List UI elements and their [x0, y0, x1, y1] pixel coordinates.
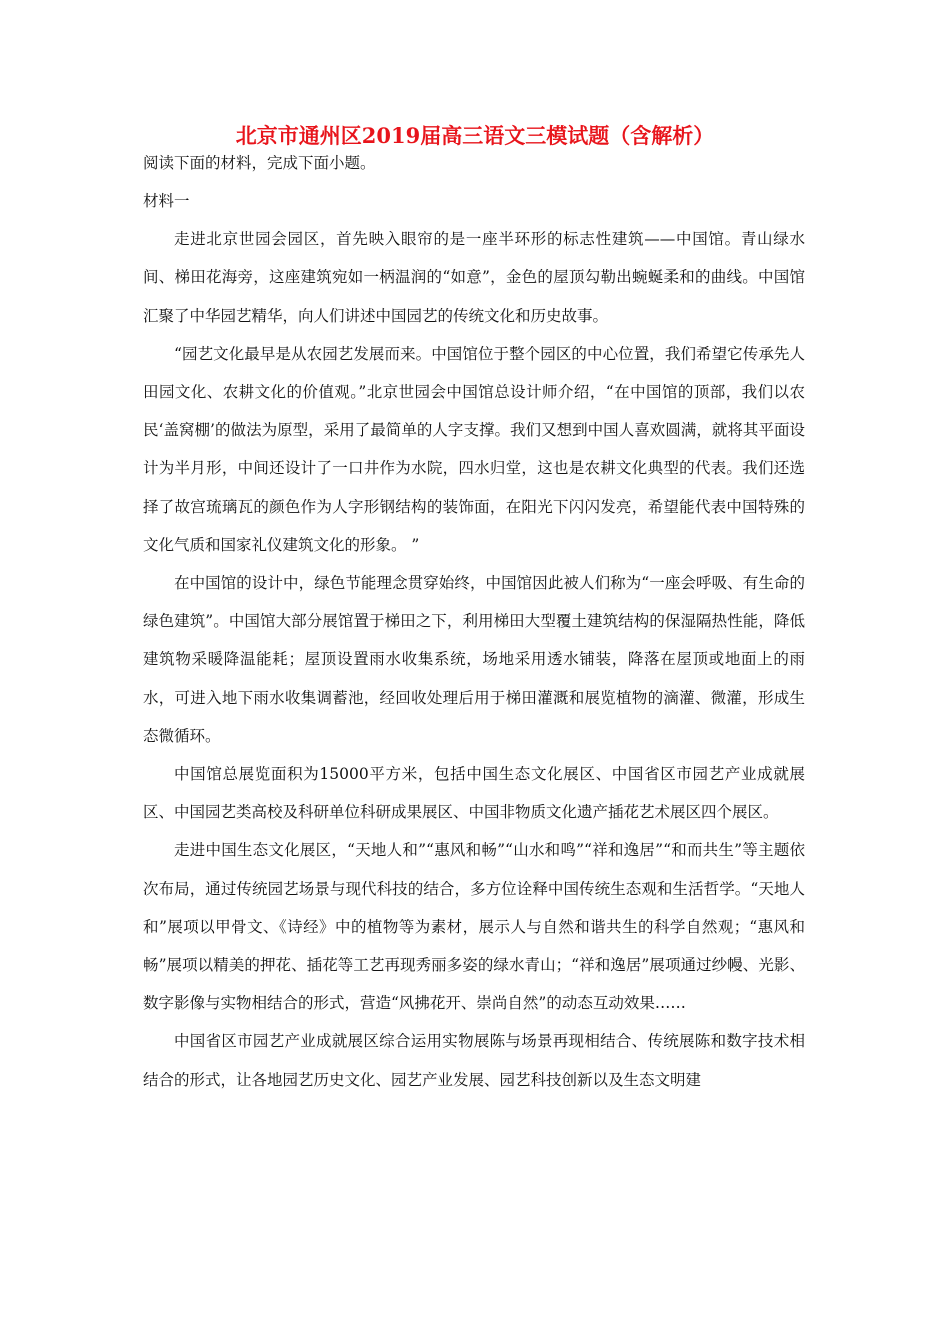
- paragraph: “园艺文化最早是从农园艺发展而来。中国馆位于整个园区的中心位置，我们希望它传承先人田园文化、农耕文化的价值观。”北京世园会中国馆总设计师介绍，“在中国馆的顶部，我们以农民‘盖窝棚’的做法为原型，采用了最简单的人字支撑。我们又想到中国人喜欢圆满，就将其平面设计为半月形，中间还设计了一口井作为水院，四水归堂，这也是农耕文化典型的代表。我们还选择了故宫琉璃瓦的颜色作为人字形钢结构的装饰面，在阳光下闪闪发亮，希望能代表中国特殊的文化气质和国家礼仪建筑文化的形象。 ”: [143, 344, 805, 554]
- paragraph: 中国馆总展览面积为15000平方米，包括中国生态文化展区、中国省区市园艺产业成就展区、中国园艺类高校及科研单位科研成果展区、中国非物质文化遗产插花艺术展区四个展区。: [143, 765, 805, 822]
- material-label: 材料一: [143, 192, 190, 210]
- instruction-text: 阅读下面的材料，完成下面小题。: [143, 154, 376, 172]
- paragraph: 在中国馆的设计中，绿色节能理念贯穿始终，中国馆因此被人们称为“一座会呼吸、有生命的绿色建筑”。中国馆大部分展馆置于梯田之下，利用梯田大型覆土建筑结构的保湿隔热性能，降低建筑物采暖降温能耗；屋顶设置雨水收集系统，场地采用透水铺装，降落在屋顶或地面上的雨水，可进入地下雨水收集调蓄池，经回收处理后用于梯田灌溉和展览植物的滴灌、微灌，形成生态微循环。: [143, 574, 805, 745]
- paragraph: 走进北京世园会园区，首先映入眼帘的是一座半环形的标志性建筑——中国馆。青山绿水间、梯田花海旁，这座建筑宛如一柄温润的“如意”，金色的屋顶勾勒出蜿蜒柔和的曲线。中国馆汇聚了中华园艺精华，向人们讲述中国园艺的传统文化和历史故事。: [143, 230, 805, 325]
- paragraph: 走进中国生态文化展区，“天地人和”“惠风和畅”“山水和鸣”“祥和逸居”“和而共生”等主题依次布局，通过传统园艺场景与现代科技的结合，多方位诠释中国传统生态观和生活哲学。“天地人和”展项以甲骨文、《诗经》中的植物等为素材，展示人与自然和谐共生的科学自然观；“惠风和畅”展项以精美的押花、插花等工艺再现秀丽多姿的绿水青山；“祥和逸居”展项通过纱幔、光影、数字影像与实物相结合的形式，营造“风拂花开、崇尚自然”的动态互动效果……: [143, 841, 805, 1013]
- document-body: [143, 150, 805, 1099]
- document-title: 北京市通州区2019届高三语文三模试题（含解析）: [235, 123, 715, 148]
- paragraph: 中国省区市园艺产业成就展区综合运用实物展陈与场景再现相结合、传统展陈和数字技术相结合的形式，让各地园艺历史文化、园艺产业发展、园艺科技创新以及生态文明建: [143, 1032, 805, 1089]
